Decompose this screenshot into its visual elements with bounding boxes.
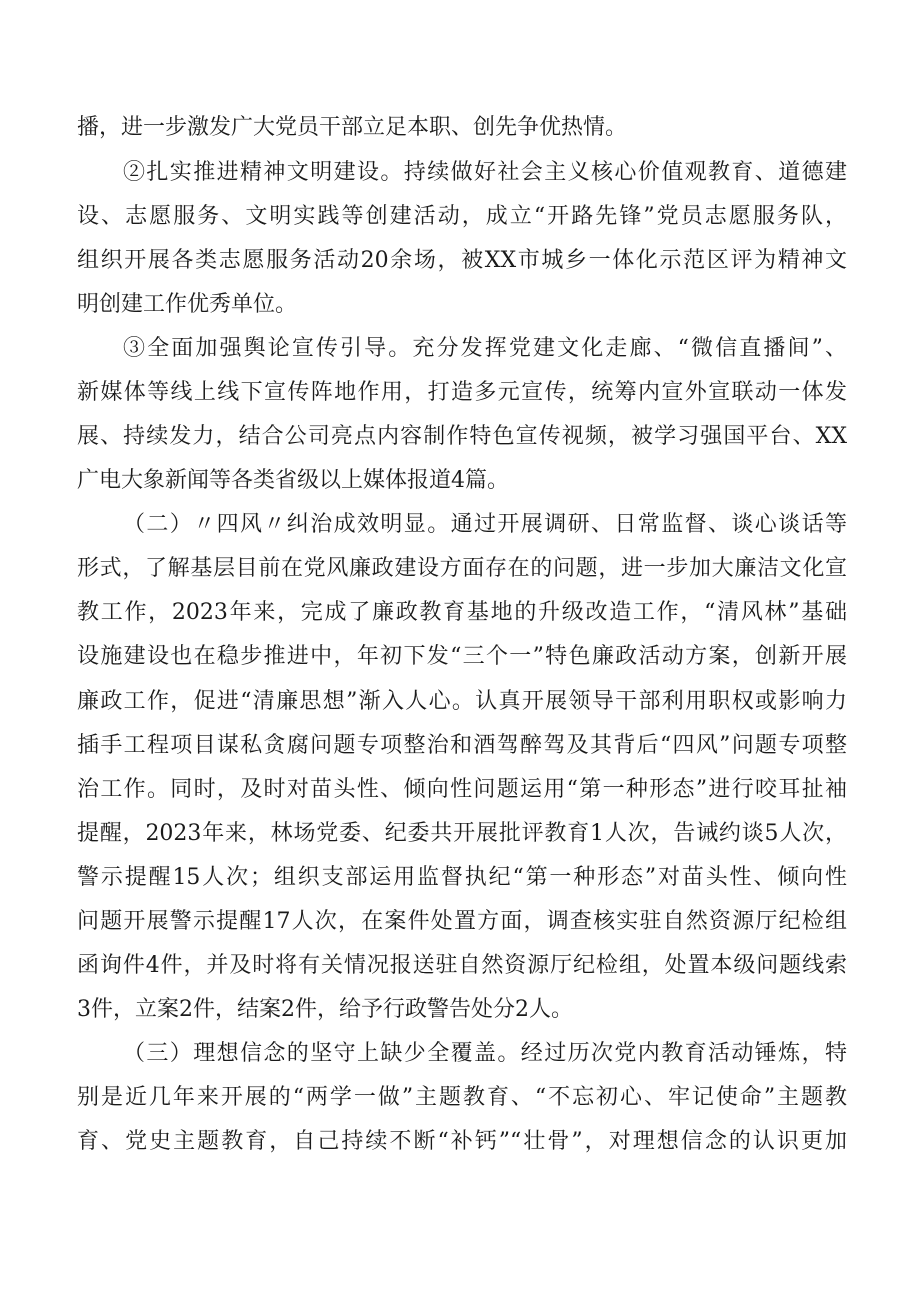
- text-line: 别是近几年来开展的“两学一做”主题教育、“不忘初心、牢记使命”主题教: [77, 1085, 847, 1110]
- text-line: 广电大象新闻等各类省级以上媒体报道4篇。: [77, 468, 509, 493]
- text-line: 设施建设也在稳步推进中，年初下发“三个一”特色廉政活动方案，创新开展: [77, 644, 847, 669]
- text-line: 育、党史主题教育，自己持续不断“补钙”“壮骨”，对理想信念的认识更加: [77, 1129, 847, 1154]
- text-line: 形式，了解基层目前在党风廉政建设方面存在的问题，进一步加大廉洁文化宣: [77, 556, 847, 581]
- text-line: 插手工程项目谋私贪腐问题专项整治和酒驾醉驾及其背后“四风”问题专项整: [77, 733, 847, 758]
- text-line: （三）理想信念的坚守上缺少全覆盖。经过历次党内教育活动锤炼，特: [123, 1041, 847, 1066]
- text-line: ②扎实推进精神文明建设。持续做好社会主义核心价值观教育、道德建: [123, 160, 847, 185]
- text-line: 教工作，2023年来，完成了廉政教育基地的升级改造工作，“清风林”基础: [77, 600, 847, 625]
- text-line: 问题开展警示提醒17人次，在案件处置方面，调查核实驻自然资源厅纪检组: [77, 909, 847, 934]
- text-line: 警示提醒15人次；组织支部运用监督执纪“第一种形态”对苗头性、倾向性: [77, 865, 847, 890]
- text-line: 治工作。同时，及时对苗头性、倾向性问题运用“第一种形态”进行咬耳扯袖: [77, 777, 847, 802]
- text-line: （二）〃四风〃纠治成效明显。通过开展调研、日常监督、谈心谈话等: [123, 512, 847, 537]
- text-line: 函询件4件，并及时将有关情况报送驻自然资源厅纪检组，处置本级问题线索: [77, 953, 847, 978]
- text-line: 3件，立案2件，结案2件，给予行政警告处分2人。: [77, 997, 573, 1022]
- text-line: 提醒，2023年来，林场党委、纪委共开展批评教育1人次，告诫约谈5人次，: [77, 821, 847, 846]
- text-line: ③全面加强舆论宣传引导。充分发挥党建文化走廊、“微信直播间”、: [123, 336, 847, 361]
- text-line: 设、志愿服务、文明实践等创建活动，成立“开路先锋”党员志愿服务队，: [77, 204, 847, 229]
- text-line: 廉政工作，促进“清廉思想”渐入人心。认真开展领导干部利用职权或影响力: [77, 689, 847, 714]
- text-line: 明创建工作优秀单位。: [77, 292, 298, 317]
- text-line: 组织开展各类志愿服务活动20余场，被XX市城乡一体化示范区评为精神文: [77, 248, 847, 273]
- text-line: 新媒体等线上线下宣传阵地作用，打造多元宣传，统筹内宣外宣联动一体发: [77, 380, 847, 405]
- text-line: 播，进一步激发广大党员干部立足本职、创先争优热情。: [77, 115, 628, 140]
- text-line: 展、持续发力，结合公司亮点内容制作特色宣传视频，被学习强国平台、XX: [77, 424, 847, 449]
